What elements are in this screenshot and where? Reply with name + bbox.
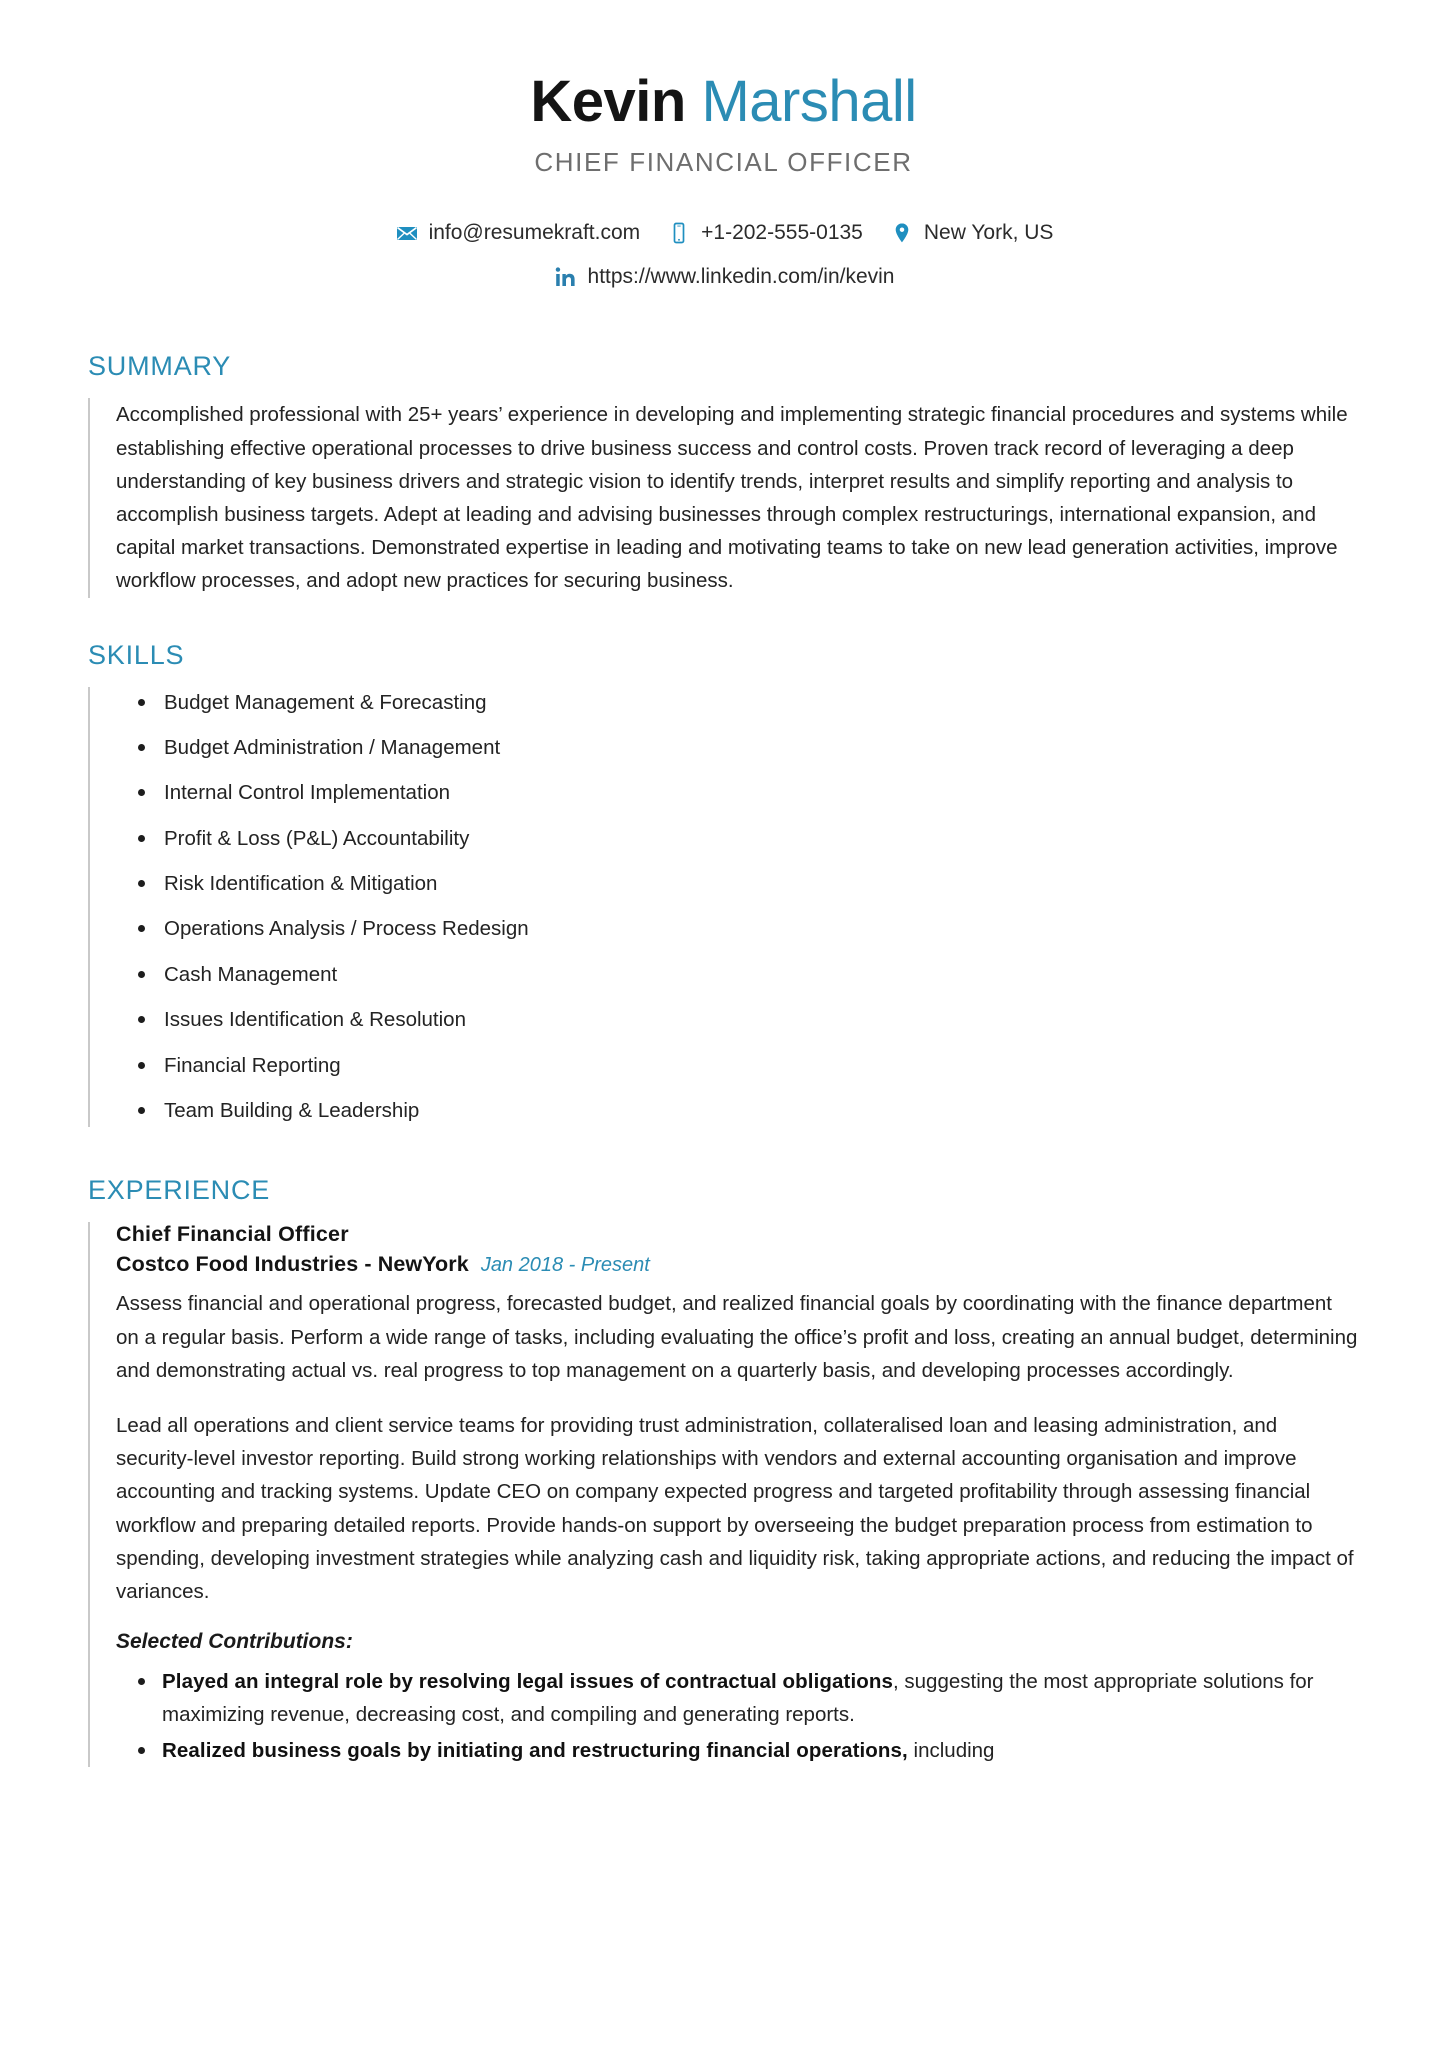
selected-contributions-label: Selected Contributions:: [116, 1630, 353, 1654]
candidate-name: [0, 69, 1447, 134]
list-item: [116, 1666, 1359, 1731]
contact-email-text: info@resumekraft.com: [428, 221, 641, 245]
experience-paragraph: Lead all operations and client service teams for providing trust administration, collateralised loan and leasing administration, and security-level investor reporting. Build strong working relationships with vendors and external accounting organisation and improve accounting and tracking systems. Update CEO on company expected progress and targeted profitability through assessing financial workflow and preparing detailed reports. Provide hands-on support by overseeing the budget preparation process from estimation to spending, developing investment strategies while analyzing cash and liquidity risk, taking appropriate actions, and reducing the impact of variances.: [116, 1413, 1354, 1603]
candidate-job-title: CHIEF FINANCIAL OFFICER: [534, 147, 913, 178]
contact-email[interactable]: [394, 216, 641, 250]
contribution-rest: including: [907, 1738, 995, 1762]
resume-header: [0, 0, 1447, 293]
skills-body: [88, 687, 1359, 1128]
contact-row-primary: [0, 216, 1447, 250]
email-icon: [394, 220, 420, 246]
list-item: Budget Administration / Management: [116, 732, 1359, 764]
list-item: Team Building & Leadership: [116, 1095, 1359, 1127]
contribution-lead: Realized business goals by initiating and restructuring financial operations,: [162, 1738, 908, 1762]
location-icon: [889, 220, 915, 246]
experience-company: Costco Food Industries - NewYork: [116, 1252, 469, 1277]
list-item: Operations Analysis / Process Redesign: [116, 913, 1359, 945]
summary-heading: SUMMARY: [88, 351, 232, 382]
experience-company-line: [116, 1252, 1359, 1277]
last-name: Marshall: [701, 69, 917, 134]
contributions-list: [116, 1666, 1359, 1767]
section-experience: [0, 1175, 1447, 1767]
summary-body: [88, 398, 1359, 597]
list-item: Risk Identification & Mitigation: [116, 868, 1359, 900]
contact-location: [889, 216, 1054, 250]
contact-phone-text: +1-202-555-0135: [701, 221, 863, 245]
section-summary: [0, 351, 1447, 597]
list-item: Budget Management & Forecasting: [116, 687, 1359, 719]
contact-location-text: New York, US: [923, 221, 1054, 245]
contact-row-secondary: [0, 260, 1447, 294]
contact-phone[interactable]: [666, 216, 863, 250]
first-name: Kevin: [530, 69, 686, 134]
list-item: Cash Management: [116, 959, 1359, 991]
list-item: Profit & Loss (P&L) Accountability: [116, 823, 1359, 855]
list-item: [116, 1735, 1359, 1767]
list-item: Internal Control Implementation: [116, 777, 1359, 809]
skills-list: [116, 687, 1359, 1128]
section-skills: [0, 640, 1447, 1128]
contribution-rest: , suggesting the most appropriate solutions for maximizing revenue, decreasing cost, and compiling and generating reports.: [162, 1670, 1314, 1726]
contribution-lead: Played an integral role by resolving legal issues of contractual obligations: [162, 1670, 893, 1694]
experience-heading: EXPERIENCE: [88, 1175, 271, 1206]
experience-paragraph: Assess financial and operational progress, forecasted budget, and realized financial goals by coordinating with the finance department on a regular basis. Perform a wide range of tasks, including evaluating the office’s profit and loss, creating an annual budget, determining and demonstrating actual vs. real progress to top management on a quarterly basis, and developing processes accordingly.: [116, 1292, 1358, 1382]
experience-dates: Jan 2018 - Present: [480, 1254, 650, 1277]
experience-entry: [116, 1222, 1359, 1767]
contact-linkedin[interactable]: [553, 260, 895, 294]
experience-body: [88, 1222, 1359, 1767]
list-item: Financial Reporting: [116, 1050, 1359, 1082]
linkedin-icon: [553, 264, 579, 290]
contact-info: [0, 216, 1447, 293]
contact-linkedin-text: https://www.linkedin.com/in/kevin: [587, 264, 895, 288]
summary-text: Accomplished professional with 25+ years’ experience in developing and implementing strategic financial procedures and systems while establishing effective operational processes to drive business success and control costs. Proven track record of leveraging a deep understanding of key business drivers and strategic vision to identify trends, interpret results and simplify reporting and analysis to accomplish business targets. Adept at leading and advising businesses through complex restructurings, international expansion, and capital market transactions. Demonstrated expertise in leading and motivating teams to take on new lead generation activities, improve workflow processes, and adopt new practices for securing business.: [116, 403, 1348, 593]
list-item: Issues Identification & Resolution: [116, 1004, 1359, 1036]
experience-role: Chief Financial Officer: [116, 1222, 349, 1247]
skills-heading: SKILLS: [88, 639, 185, 670]
phone-icon: [666, 220, 692, 246]
